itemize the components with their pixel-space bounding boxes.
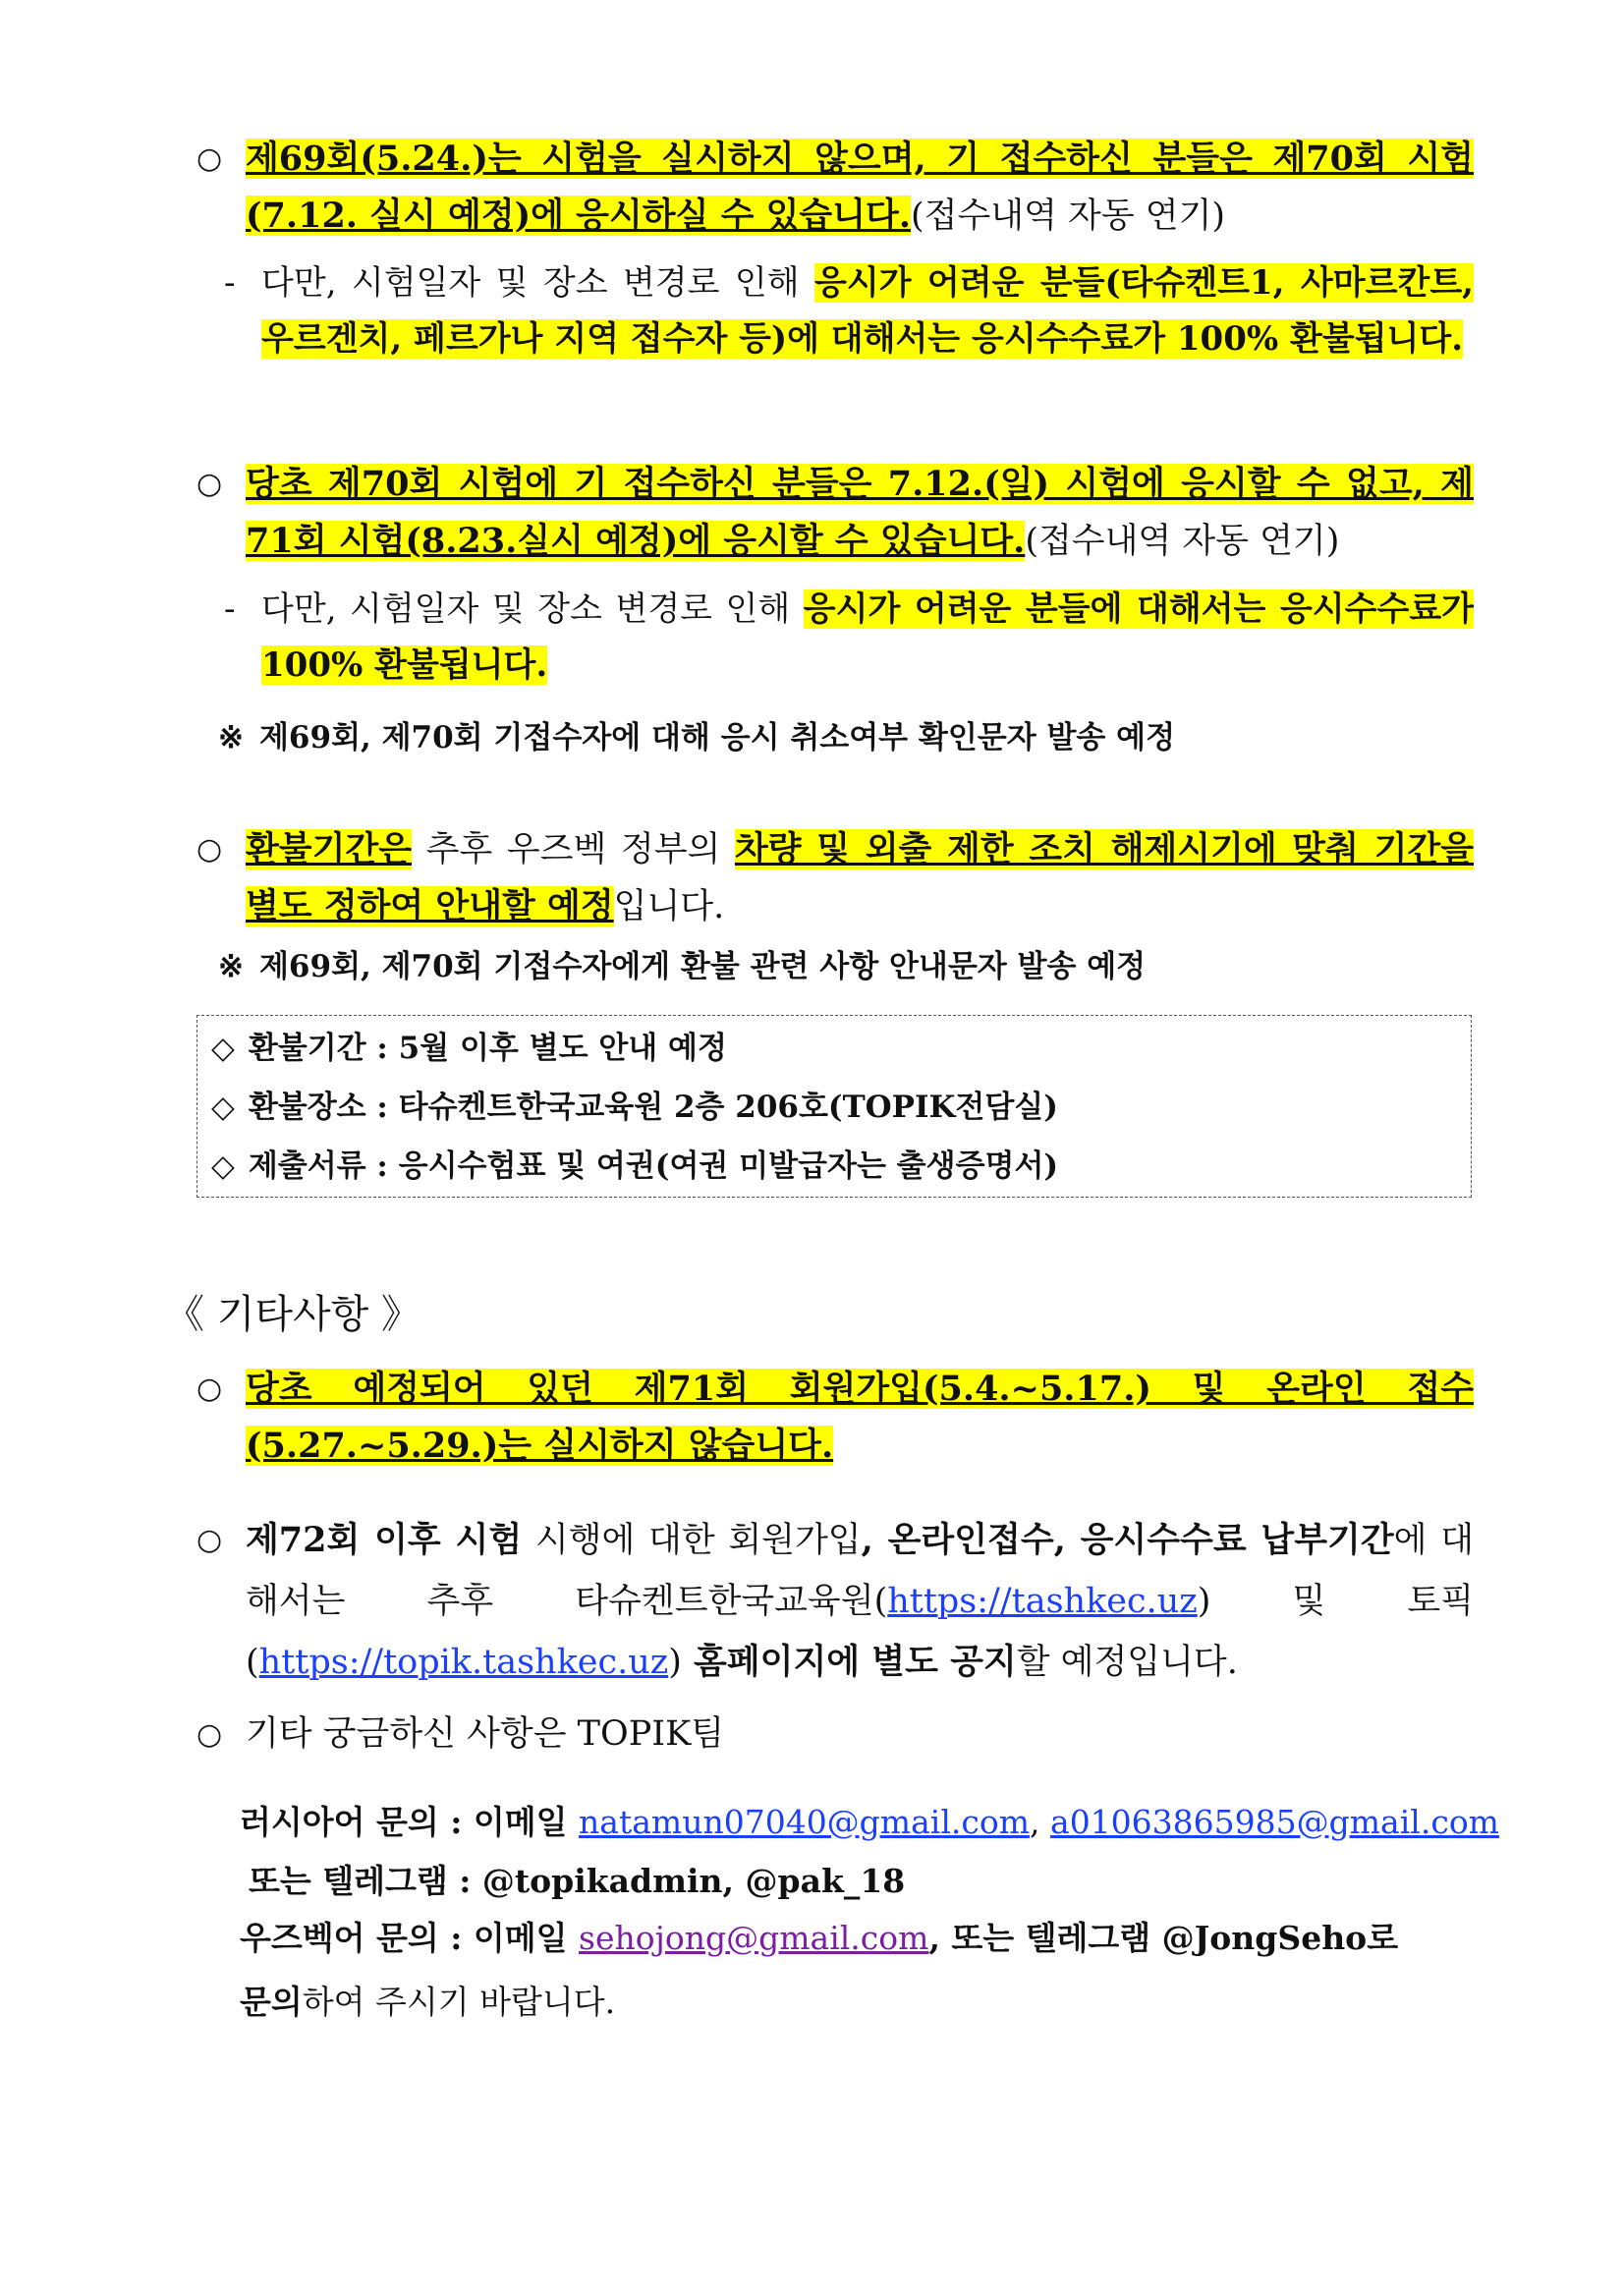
documents-text: 제출서류 : 응시수험표 및 여권(여권 미발급자는 출생증명서) <box>248 1148 1059 1184</box>
bullet-icon: ○ <box>196 1372 223 1406</box>
dash-marker: - <box>224 589 236 629</box>
comma: , <box>1030 1803 1051 1841</box>
paren: ( <box>246 1643 259 1682</box>
notice-item-2-text <box>246 456 1474 570</box>
bullet-icon: ○ <box>196 1523 223 1557</box>
bullet-icon: ○ <box>196 1717 223 1752</box>
paren: ) <box>1197 1582 1211 1621</box>
note-2 <box>218 943 1146 990</box>
note-1-text: 제69회, 제70회 기접수자에 대해 응시 취소여부 확인문자 발송 예정 <box>258 720 1176 756</box>
highlighted-text: 차량 및 외출 제한 조치 해제시기에 맞춰 기간을 별도 정하여 안내할 예정 <box>246 829 1475 926</box>
notice-item-5-text <box>246 1510 1474 1693</box>
russian-email-1[interactable]: natamun07040@gmail.com <box>579 1803 1031 1841</box>
plain-text: 할 예정입니다. <box>1016 1643 1238 1682</box>
plain-text: 추후 우즈벡 정부의 <box>412 830 735 869</box>
refund-period-text: 환불기간 : 5월 이후 별도 안내 예정 <box>248 1031 727 1066</box>
russian-telegram: 또는 텔레그램 : @topikadmin, @pak_18 <box>249 1862 906 1900</box>
highlighted-text: 응시가 어려운 분들(타슈켄트1, 사마르칸트, 우르겐치, 페르가나 지역 접수자 등)에 대해서는 응시수수료가 100% 환불됩니다. <box>261 263 1474 359</box>
highlighted-text: 당초 제70회 시험에 기 접수하신 분들은 7.12.(일) 시험에 응시할 수 없고, 제71회 시험(8.23.실시 예정)에 응시할 수 있습니다. <box>246 464 1474 561</box>
reference-mark-icon: ※ <box>218 949 244 984</box>
bold-text: , 온라인접수, 응시수수료 납부기간 <box>861 1520 1394 1560</box>
closing-line <box>240 1976 615 2029</box>
closing-bold: 문의 <box>240 1983 303 2021</box>
russian-contact-label: 러시아어 문의 : 이메일 <box>240 1803 580 1841</box>
note-2-text: 제69회, 제70회 기접수자에게 환불 관련 사항 안내문자 발송 예정 <box>258 949 1147 984</box>
notice-item-3-text <box>246 821 1474 935</box>
uzbek-contact <box>240 1912 1398 1965</box>
plain-text: 시행에 대한 회원가입 <box>522 1521 862 1560</box>
notice-item-4-text <box>246 1361 1474 1475</box>
notice-item-6-text: 기타 궁금하신 사항은 TOPIK팀 <box>246 1714 725 1754</box>
highlighted-text: 당초 예정되어 있던 제71회 회원가입(5.4.~5.17.) 및 온라인 접수(5.27.~5.29.)는 실시하지 않습니다. <box>246 1369 1474 1466</box>
topik-link[interactable]: https://topik.tashkec.uz <box>258 1643 669 1682</box>
plain-text: 에 대해서는 추후 타슈켄트한국교육원 <box>246 1521 1475 1621</box>
plain-text: 다만, 시험일자 및 장소 변경로 인해 <box>261 589 804 629</box>
plain-text: (접수내역 자동 연기) <box>1025 522 1340 561</box>
note-1 <box>218 714 1175 761</box>
plain-text: 및 토픽 <box>1210 1582 1475 1621</box>
notice-item-1-text <box>246 131 1474 245</box>
notice-item-1-detail-text <box>261 255 1474 367</box>
bullet-icon: ○ <box>196 141 223 176</box>
refund-info-box <box>196 1015 1472 1198</box>
notice-item-2-detail-text <box>261 582 1474 694</box>
uzbek-telegram: , 또는 텔레그램 @JongSeho로 <box>928 1919 1399 1957</box>
bullet-icon: ○ <box>196 832 223 867</box>
diamond-icon: ◇ <box>211 1090 235 1125</box>
uzbek-email[interactable]: sehojong@gmail.com <box>579 1919 929 1957</box>
plain-text: (접수내역 자동 연기) <box>911 196 1226 236</box>
closing-text: 하여 주시기 바랍니다. <box>302 1983 616 2021</box>
russian-contact <box>240 1796 1499 1849</box>
highlighted-text: 응시가 어려운 분들에 대해서는 응시수수료가 100% 환불됩니다. <box>261 589 1475 685</box>
dash-marker: - <box>224 263 236 303</box>
paren: ( <box>873 1582 888 1621</box>
tashkec-link[interactable]: https://tashkec.uz <box>887 1582 1198 1621</box>
bold-text: 제72회 이후 시험 <box>246 1520 523 1560</box>
bold-text: 홈페이지에 별도 공지 <box>681 1642 1017 1682</box>
diamond-icon: ◇ <box>211 1148 235 1184</box>
highlighted-text: 환불기간은 <box>246 829 413 869</box>
refund-place-text: 환불장소 : 타슈켄트한국교육원 2층 206호(TOPIK전담실) <box>248 1090 1058 1125</box>
paren: ) <box>668 1643 682 1682</box>
plain-text: 다만, 시험일자 및 장소 변경로 인해 <box>261 263 814 303</box>
uzbek-contact-label: 우즈벡어 문의 : 이메일 <box>240 1919 580 1957</box>
refund-place-row <box>211 1085 1058 1130</box>
section-title: 《 기타사항 》 <box>165 1292 420 1337</box>
documents-row <box>211 1144 1058 1189</box>
highlighted-text: 제69회(5.24.)는 시험을 실시하지 않으며, 기 접수하신 분들은 제70회 시험(7.12. 실시 예정)에 응시하실 수 있습니다. <box>246 139 1474 236</box>
russian-email-2[interactable]: a01063865985@gmail.com <box>1050 1803 1499 1841</box>
bullet-icon: ○ <box>196 467 223 501</box>
diamond-icon: ◇ <box>211 1031 235 1066</box>
reference-mark-icon: ※ <box>218 720 244 756</box>
plain-text: 입니다. <box>613 887 725 926</box>
refund-period-row <box>211 1026 727 1071</box>
